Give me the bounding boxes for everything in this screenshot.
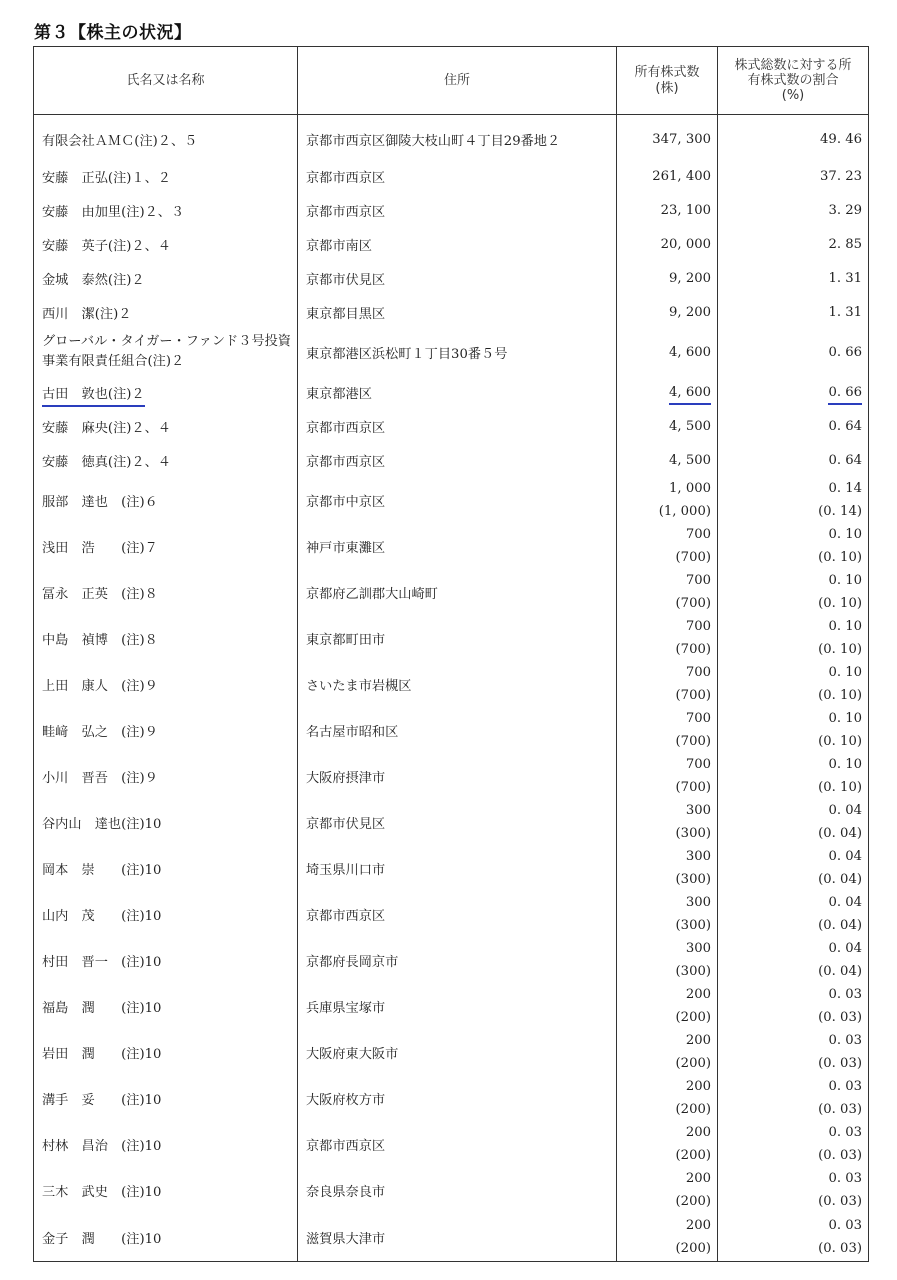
ratio-cell <box>718 159 869 193</box>
shares-paren-value: (1, 000) <box>658 504 711 519</box>
shares-cell <box>617 1213 718 1262</box>
shareholder-name: 浅田 浩 (注)７ <box>42 540 158 556</box>
shareholder-name: 冨永 正英 (注)８ <box>42 586 158 602</box>
ratio-paren-value: (0. 03) <box>818 1102 862 1117</box>
table-row <box>34 1075 869 1121</box>
shareholder-name: 上田 康人 (注)９ <box>42 678 158 694</box>
table-row <box>34 193 869 227</box>
ratio-paren-value: (0. 03) <box>818 1241 862 1256</box>
shares-cell <box>617 799 718 845</box>
ratio-cell <box>718 707 869 753</box>
address-cell: 大阪府枚方市 <box>298 1075 617 1121</box>
ratio-paren-value: (0. 14) <box>818 504 862 519</box>
address-cell: 京都市南区 <box>298 227 617 261</box>
header-ratio <box>718 47 869 115</box>
shareholder-name-cell <box>34 523 298 569</box>
ratio-value: 0. 64 <box>828 452 862 468</box>
shares-value: 700 <box>685 573 711 588</box>
table-row <box>34 443 869 477</box>
table-row <box>34 1029 869 1075</box>
shares-paren-value: (200) <box>675 1010 711 1025</box>
shareholder-name: 安藤 英子(注)２、４ <box>42 238 171 254</box>
shareholder-name-cell <box>34 569 298 615</box>
address-cell: 京都市伏見区 <box>298 261 617 295</box>
ratio-cell <box>718 523 869 569</box>
shares-value: 1, 000 <box>669 481 711 496</box>
shareholder-name: 金城 泰然(注)２ <box>42 272 145 288</box>
ratio-value: 0. 66 <box>828 344 862 360</box>
table-row <box>34 707 869 753</box>
shareholder-name: 中島 禎博 (注)８ <box>42 632 158 648</box>
shareholder-name: 服部 達也 (注)６ <box>42 494 158 510</box>
shares-cell <box>617 115 718 160</box>
ratio-value: 2. 85 <box>828 236 862 252</box>
shareholder-name: 畦﨑 弘之 (注)９ <box>42 724 158 740</box>
address-cell: 東京都港区 <box>298 375 617 409</box>
shares-cell <box>617 329 718 375</box>
ratio-cell <box>718 1029 869 1075</box>
shares-paren-value: (300) <box>675 964 711 979</box>
address-cell: 京都市西京区 <box>298 193 617 227</box>
shares-value: 700 <box>685 665 711 680</box>
shareholder-name-cell <box>34 477 298 523</box>
shareholder-name-cell <box>34 115 298 160</box>
ratio-cell <box>718 937 869 983</box>
shares-value: 23, 100 <box>660 202 711 218</box>
ratio-value: 0. 03 <box>828 1171 862 1186</box>
shares-cell <box>617 753 718 799</box>
shares-cell <box>617 707 718 753</box>
shareholder-name-cell <box>34 329 298 375</box>
shares-cell <box>617 1029 718 1075</box>
ratio-paren-value: (0. 03) <box>818 1194 862 1209</box>
shareholder-name-cell <box>34 159 298 193</box>
header-shares <box>617 47 718 115</box>
ratio-cell <box>718 295 869 329</box>
ratio-cell <box>718 661 869 707</box>
ratio-cell <box>718 799 869 845</box>
address-cell: 神戸市東灘区 <box>298 523 617 569</box>
shareholder-name: 安藤 正弘(注)１、２ <box>42 170 171 186</box>
shares-value: 4, 600 <box>669 344 711 360</box>
address-cell: 大阪府東大阪市 <box>298 1029 617 1075</box>
table-row <box>34 261 869 295</box>
shareholder-name-cell <box>34 707 298 753</box>
shareholder-name: 安藤 徳真(注)２、４ <box>42 454 171 470</box>
table-row <box>34 375 869 409</box>
header-ratio-line1: 株式総数に対する所 <box>734 58 852 73</box>
shares-paren-value: (700) <box>675 688 711 703</box>
table-row <box>34 845 869 891</box>
shares-cell <box>617 443 718 477</box>
ratio-value: 0. 04 <box>828 849 862 864</box>
shares-paren-value: (700) <box>675 780 711 795</box>
ratio-value: 0. 10 <box>828 711 862 726</box>
address-cell: 奈良県奈良市 <box>298 1167 617 1213</box>
ratio-value: 0. 64 <box>828 418 862 434</box>
shareholder-name: 岡本 崇 (注)10 <box>42 862 162 878</box>
address-cell: 京都市西京区 <box>298 443 617 477</box>
shares-value: 300 <box>685 895 711 910</box>
shares-value: 4, 600 <box>669 385 711 405</box>
ratio-value: 0. 10 <box>828 573 862 588</box>
ratio-value: 1. 31 <box>828 270 862 286</box>
shares-paren-value: (700) <box>675 734 711 749</box>
ratio-value: 0. 04 <box>828 941 862 956</box>
address-cell: 京都市西京区 <box>298 159 617 193</box>
table-row <box>34 983 869 1029</box>
table-row <box>34 329 869 375</box>
ratio-cell <box>718 983 869 1029</box>
table-row <box>34 1167 869 1213</box>
ratio-cell <box>718 115 869 160</box>
shares-value: 700 <box>685 619 711 634</box>
table-row <box>34 615 869 661</box>
shareholder-name: 山内 茂 (注)10 <box>42 908 162 924</box>
ratio-paren-value: (0. 10) <box>818 550 862 565</box>
shares-paren-value: (700) <box>675 596 711 611</box>
ratio-value: 0. 04 <box>828 895 862 910</box>
shareholder-name-cell <box>34 1213 298 1262</box>
shares-value: 200 <box>685 987 711 1002</box>
address-cell: 京都府長岡京市 <box>298 937 617 983</box>
shareholder-name: 三木 武史 (注)10 <box>42 1184 162 1200</box>
shares-value: 261, 400 <box>652 168 711 184</box>
shareholder-name-cell <box>34 409 298 443</box>
shareholder-name-cell <box>34 375 298 409</box>
ratio-value: 0. 66 <box>828 385 862 405</box>
header-name: 氏名又は名称 <box>34 47 298 115</box>
shares-cell <box>617 193 718 227</box>
address-cell: 兵庫県宝塚市 <box>298 983 617 1029</box>
page-title: 第３【株主の状況】 <box>34 23 192 43</box>
ratio-value: 0. 03 <box>828 1125 862 1140</box>
shares-cell <box>617 845 718 891</box>
shareholder-name-cell <box>34 661 298 707</box>
ratio-value: 0. 03 <box>828 1218 862 1233</box>
address-cell: 京都市中京区 <box>298 477 617 523</box>
shares-paren-value: (300) <box>675 826 711 841</box>
ratio-cell <box>718 1121 869 1167</box>
shares-value: 700 <box>685 711 711 726</box>
shareholder-name: 村田 晋一 (注)10 <box>42 954 162 970</box>
ratio-paren-value: (0. 10) <box>818 688 862 703</box>
shares-value: 700 <box>685 757 711 772</box>
shares-paren-value: (200) <box>675 1148 711 1163</box>
ratio-paren-value: (0. 03) <box>818 1056 862 1071</box>
ratio-cell <box>718 753 869 799</box>
ratio-paren-value: (0. 10) <box>818 734 862 749</box>
shares-cell <box>617 1121 718 1167</box>
ratio-value: 3. 29 <box>828 202 862 218</box>
shareholder-name-cell <box>34 983 298 1029</box>
shares-paren-value: (200) <box>675 1056 711 1071</box>
ratio-paren-value: (0. 10) <box>818 780 862 795</box>
ratio-cell <box>718 1167 869 1213</box>
ratio-cell <box>718 193 869 227</box>
shares-value: 200 <box>685 1033 711 1048</box>
ratio-cell <box>718 477 869 523</box>
shareholder-name-cell <box>34 1029 298 1075</box>
shares-cell <box>617 261 718 295</box>
header-shares-line2: (株) <box>655 80 679 96</box>
ratio-cell <box>718 891 869 937</box>
shareholder-name-cell <box>34 891 298 937</box>
ratio-cell <box>718 1075 869 1121</box>
ratio-value: 0. 03 <box>828 1033 862 1048</box>
shares-value: 4, 500 <box>669 418 711 434</box>
shares-cell <box>617 295 718 329</box>
ratio-value: 0. 10 <box>828 619 862 634</box>
shares-value: 20, 000 <box>660 236 711 252</box>
shareholder-name: 小川 晋吾 (注)９ <box>42 770 158 786</box>
shares-cell <box>617 891 718 937</box>
shares-value: 300 <box>685 941 711 956</box>
shares-cell <box>617 615 718 661</box>
ratio-paren-value: (0. 04) <box>818 826 862 841</box>
shares-cell <box>617 227 718 261</box>
table-body <box>34 115 869 1262</box>
ratio-cell <box>718 569 869 615</box>
shares-paren-value: (700) <box>675 642 711 657</box>
ratio-value: 0. 14 <box>828 481 862 496</box>
shareholder-name-cell <box>34 845 298 891</box>
shareholder-name-cell <box>34 227 298 261</box>
ratio-cell <box>718 261 869 295</box>
shareholder-name: 安藤 麻央(注)２、４ <box>42 420 171 436</box>
shareholder-name-cell <box>34 295 298 329</box>
shares-paren-value: (200) <box>675 1102 711 1117</box>
ratio-cell <box>718 227 869 261</box>
address-cell: さいたま市岩槻区 <box>298 661 617 707</box>
shares-paren-value: (300) <box>675 872 711 887</box>
shareholder-name: 村林 昌治 (注)10 <box>42 1138 162 1154</box>
shares-value: 200 <box>685 1079 711 1094</box>
ratio-value: 0. 03 <box>828 1079 862 1094</box>
ratio-value: 0. 10 <box>828 757 862 772</box>
ratio-cell <box>718 375 869 409</box>
table-row <box>34 523 869 569</box>
ratio-paren-value: (0. 10) <box>818 596 862 611</box>
address-cell: 埼玉県川口市 <box>298 845 617 891</box>
table-row <box>34 891 869 937</box>
shares-cell <box>617 661 718 707</box>
ratio-cell <box>718 615 869 661</box>
ratio-cell <box>718 845 869 891</box>
address-cell: 東京都港区浜松町１丁目30番５号 <box>298 329 617 375</box>
shareholder-name-cell <box>34 193 298 227</box>
shares-paren-value: (200) <box>675 1194 711 1209</box>
ratio-value: 0. 10 <box>828 527 862 542</box>
ratio-value: 37. 23 <box>820 168 862 184</box>
ratio-paren-value: (0. 04) <box>818 918 862 933</box>
shares-cell <box>617 523 718 569</box>
address-cell: 名古屋市昭和区 <box>298 707 617 753</box>
shares-cell <box>617 375 718 409</box>
ratio-value: 1. 31 <box>828 304 862 320</box>
address-cell: 京都府乙訓郡大山崎町 <box>298 569 617 615</box>
shares-value: 9, 200 <box>669 270 711 286</box>
address-cell: 滋賀県大津市 <box>298 1213 617 1262</box>
ratio-paren-value: (0. 03) <box>818 1010 862 1025</box>
shareholder-name: 谷内山 達也(注)10 <box>42 816 162 832</box>
shares-value: 300 <box>685 849 711 864</box>
table-row <box>34 159 869 193</box>
ratio-cell <box>718 1213 869 1262</box>
ratio-paren-value: (0. 04) <box>818 872 862 887</box>
shareholder-name: 西川 潔(注)２ <box>42 306 132 322</box>
shares-cell <box>617 1075 718 1121</box>
ratio-paren-value: (0. 03) <box>818 1148 862 1163</box>
shares-value: 200 <box>685 1125 711 1140</box>
table-row <box>34 1121 869 1167</box>
table-row <box>34 295 869 329</box>
table-row <box>34 569 869 615</box>
ratio-value: 0. 04 <box>828 803 862 818</box>
shares-cell <box>617 983 718 1029</box>
table-row <box>34 799 869 845</box>
shares-value: 4, 500 <box>669 452 711 468</box>
address-cell: 京都市西京区御陵大枝山町４丁目29番地２ <box>298 115 617 160</box>
address-cell: 大阪府摂津市 <box>298 753 617 799</box>
shareholder-name-cell <box>34 443 298 477</box>
address-cell: 東京都町田市 <box>298 615 617 661</box>
shareholder-name: 有限会社ＡＭＣ(注)２、５ <box>42 133 198 149</box>
shareholder-name: 福島 潤 (注)10 <box>42 1000 162 1016</box>
ratio-cell <box>718 329 869 375</box>
ratio-value: 49. 46 <box>820 131 862 147</box>
address-cell: 京都市伏見区 <box>298 799 617 845</box>
shares-cell <box>617 1167 718 1213</box>
shareholder-name-cell <box>34 753 298 799</box>
shares-value: 200 <box>685 1171 711 1186</box>
shares-paren-value: (700) <box>675 550 711 565</box>
shareholder-name: 古田 敦也(注)２ <box>42 387 145 407</box>
table-row <box>34 409 869 443</box>
shareholder-name-cell <box>34 1121 298 1167</box>
shares-cell <box>617 937 718 983</box>
shares-cell <box>617 569 718 615</box>
table-row <box>34 753 869 799</box>
table-row <box>34 477 869 523</box>
shareholder-name: 岩田 潤 (注)10 <box>42 1046 162 1062</box>
shares-cell <box>617 159 718 193</box>
shares-cell <box>617 409 718 443</box>
shares-value: 200 <box>685 1218 711 1233</box>
table-row <box>34 1213 869 1262</box>
shareholder-name-cell <box>34 261 298 295</box>
shares-value: 700 <box>685 527 711 542</box>
ratio-cell <box>718 443 869 477</box>
ratio-paren-value: (0. 04) <box>818 964 862 979</box>
ratio-cell <box>718 409 869 443</box>
ratio-value: 0. 03 <box>828 987 862 1002</box>
shareholder-name-cell <box>34 799 298 845</box>
ratio-paren-value: (0. 10) <box>818 642 862 657</box>
shareholder-name: 溝手 妥 (注)10 <box>42 1092 162 1108</box>
shareholder-name-cell <box>34 1167 298 1213</box>
table-header-row <box>34 47 869 115</box>
ratio-value: 0. 10 <box>828 665 862 680</box>
table-row <box>34 227 869 261</box>
shares-paren-value: (300) <box>675 918 711 933</box>
shares-value: 347, 300 <box>652 131 711 147</box>
header-ratio-line3: (%) <box>781 88 805 103</box>
address-cell: 京都市西京区 <box>298 1121 617 1167</box>
table-row <box>34 661 869 707</box>
shareholder-name: グローバル・タイガー・ファンド３号投資事業有限責任組合(注)２ <box>42 334 291 369</box>
shareholder-table <box>33 46 869 1262</box>
address-cell: 東京都目黒区 <box>298 295 617 329</box>
shareholder-name: 金子 潤 (注)10 <box>42 1231 162 1247</box>
header-shares-line1: 所有株式数 <box>634 64 700 80</box>
shareholder-name-cell <box>34 1075 298 1121</box>
shareholder-name-cell <box>34 937 298 983</box>
header-ratio-line2: 有株式数の割合 <box>747 73 839 88</box>
address-cell: 京都市西京区 <box>298 891 617 937</box>
shares-paren-value: (200) <box>675 1241 711 1256</box>
shareholder-name-cell <box>34 615 298 661</box>
shares-cell <box>617 477 718 523</box>
address-cell: 京都市西京区 <box>298 409 617 443</box>
shareholder-name: 安藤 由加里(注)２、３ <box>42 204 185 220</box>
shares-value: 300 <box>685 803 711 818</box>
table-row <box>34 937 869 983</box>
header-address: 住所 <box>298 47 617 115</box>
table-row <box>34 115 869 160</box>
shares-value: 9, 200 <box>669 304 711 320</box>
